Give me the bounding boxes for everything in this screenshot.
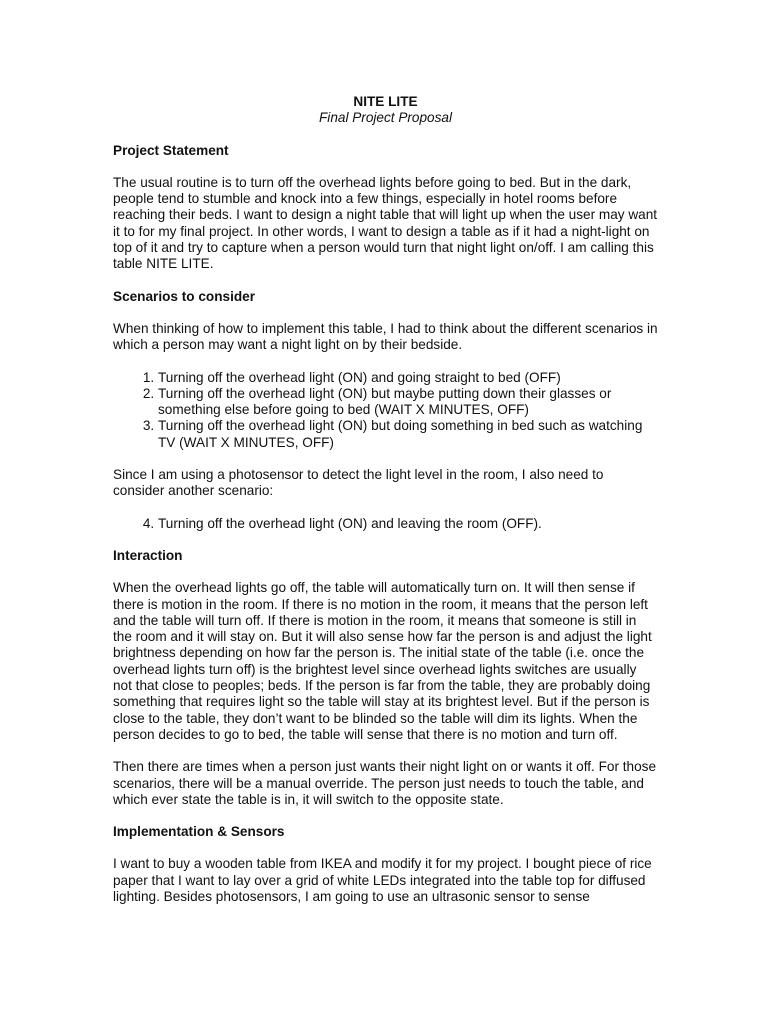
list-item: 3. Turning off the overhead light (ON) but doing something in bed such as watching TV (WAIT X MINUTES, OFF) — [158, 418, 658, 451]
list-item: 1. Turning off the overhead light (ON) and going straight to bed (OFF) — [158, 370, 658, 386]
document-subtitle: Final Project Proposal — [319, 110, 452, 126]
heading-project-statement: Project Statement — [113, 142, 229, 158]
heading-scenarios: Scenarios to consider — [113, 288, 256, 304]
paragraph-scenarios-followup: Since I am using a photosensor to detect the light level in the room, I also need to consider another scenario: — [113, 467, 604, 499]
scenarios-list-extra — [113, 516, 658, 532]
heading-interaction: Interaction — [113, 547, 183, 563]
section-project-statement — [113, 143, 658, 273]
paragraph-scenarios-intro: When thinking of how to implement this table, I had to think about the different scenarios in which a person may want a night light on by their bedside. — [113, 320, 658, 353]
list-item: 4. Turning off the overhead light (ON) and leaving the room (OFF). — [158, 516, 658, 532]
title-block — [113, 94, 658, 127]
document-title: NITE LITE — [353, 94, 418, 109]
paragraph-interaction-1: When the overhead lights go off, the table will automatically turn on. It will then sense if there is motion in the room. If there is no motion in the room, it means that the person left and the table will turn off. If there is motion in the room, it means that someone is still in the room and it will stay on. But it will also sense how far the person is and adjust the light brightness depending on how far the person is. The initial state of the table (i.e. once the overhead lights turn off) is the brightest level since overhead lights switches are usually not that close to peoples; beds. If the person is far from the table, they are probably doing something that requires light so the table will stay at its brightest level. But if the person is close to the table, they don’t want to be blinded so the table will dim its lights. When the person decides to go to bed, the table will sense that there is no motion and turn off. — [113, 580, 652, 742]
paragraph-project-statement: The usual routine is to turn off the overhead lights before going to bed. But in the dark, people tend to stumble and knock into a few things, especially in hotel rooms before reaching their beds. I want to design a night table that will light up when the user may want it to for my final project. In other words, I want to design a table as if it had a night-light on top of it and try to capture when a person would turn that night light on/off. I am calling this table NITE LITE. — [113, 174, 658, 272]
list-item: 2. Turning off the overhead light (ON) but maybe putting down their glasses or something else before going to bed (WAIT X MINUTES, OFF) — [158, 386, 658, 419]
section-implementation — [113, 824, 658, 905]
paragraph-interaction-2: Then there are times when a person just wants their night light on or wants it off. For those scenarios, there will be a manual override. The person just needs to touch the table, and which ever state the table is in, it will switch to the opposite state. — [113, 759, 657, 807]
scenarios-list — [113, 370, 658, 451]
heading-implementation: Implementation & Sensors — [113, 824, 285, 840]
paragraph-implementation: I want to buy a wooden table from IKEA and modify it for my project. I bought piece of rice paper that I want to lay over a grid of white LEDs integrated into the table top for diffused lighting. Besides photosensors, I am going to use an ultrasonic sensor to sense — [113, 856, 652, 904]
section-interaction — [113, 548, 658, 808]
section-scenarios — [113, 289, 658, 532]
